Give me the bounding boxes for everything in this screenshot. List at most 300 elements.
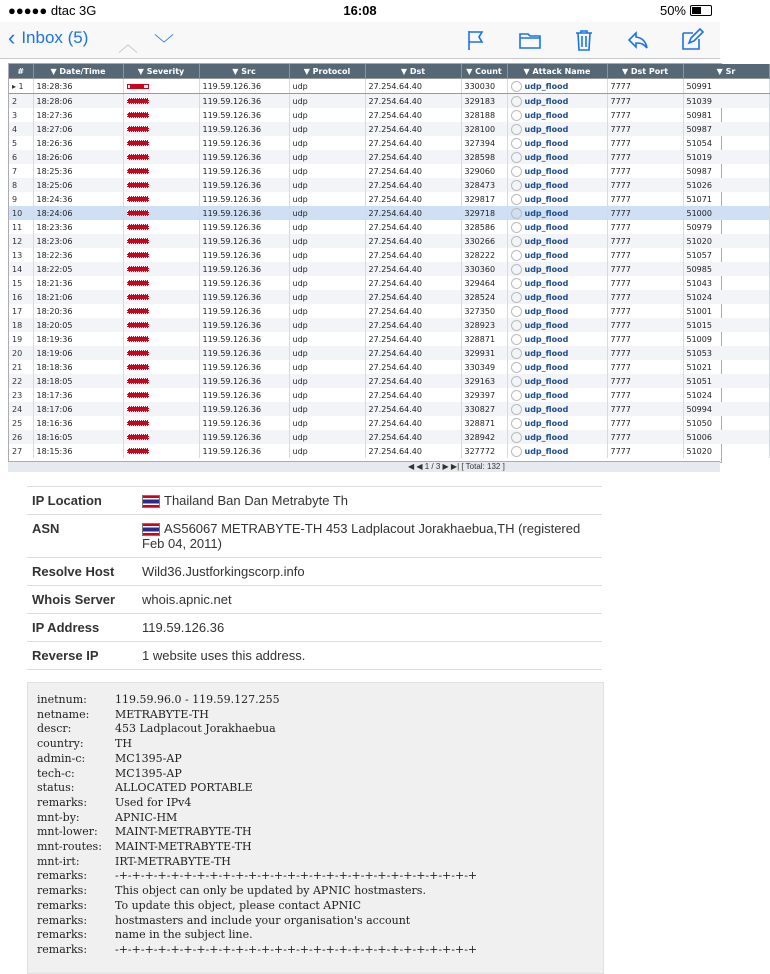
table-row[interactable] — [9, 444, 769, 458]
table-row[interactable] — [9, 206, 769, 220]
severity-bar-icon — [127, 126, 149, 132]
severity-bar-icon — [127, 434, 149, 440]
row-number: 25 — [9, 416, 33, 430]
thailand-flag-icon — [142, 523, 160, 536]
attack-info-icon[interactable] — [511, 96, 522, 107]
whois-value: ALLOCATED PORTABLE — [115, 781, 253, 795]
grid-cell: udp — [289, 122, 365, 136]
grid-cell: 7777 — [607, 248, 683, 262]
table-row[interactable] — [9, 416, 769, 430]
severity-bar-icon — [127, 210, 149, 216]
column-header[interactable]: ▼ Sr — [683, 64, 769, 79]
attack-name[interactable]: udp_flood — [524, 362, 569, 372]
attack-name[interactable]: udp_flood — [524, 236, 569, 246]
severity-bar-icon — [127, 392, 149, 398]
attack-name[interactable]: udp_flood — [524, 264, 569, 274]
grid-cell: 119.59.126.36 — [199, 374, 289, 388]
table-row[interactable] — [9, 136, 769, 150]
severity-cell — [123, 234, 199, 248]
attack-name[interactable]: udp_flood — [524, 404, 569, 414]
grid-cell: 18:22:36 — [33, 248, 123, 262]
grid-cell: 27.254.64.40 — [365, 290, 461, 304]
grid-cell: 327394 — [461, 136, 507, 150]
flag-icon[interactable] — [464, 28, 488, 52]
row-number: 9 — [9, 192, 33, 206]
grid-cell: 51054 — [683, 136, 769, 150]
severity-cell — [123, 178, 199, 192]
attack-info-icon[interactable] — [511, 124, 522, 135]
grid-cell: 50991 — [683, 79, 769, 94]
previous-message-icon[interactable]: ︿ — [118, 34, 138, 56]
table-row[interactable] — [9, 430, 769, 444]
column-header[interactable]: ▼ Src — [199, 64, 289, 79]
attack-name[interactable]: udp_flood — [524, 180, 569, 190]
table-row[interactable] — [9, 220, 769, 234]
grid-cell: 7777 — [607, 416, 683, 430]
grid-cell: 27.254.64.40 — [365, 318, 461, 332]
row-number: 12 — [9, 234, 33, 248]
whois-key: tech-c: — [37, 766, 75, 780]
attack-info-icon[interactable] — [511, 362, 522, 373]
grid-cell: 18:21:06 — [33, 290, 123, 304]
grid-cell: 51051 — [683, 374, 769, 388]
next-message-icon[interactable]: ﹀ — [154, 34, 174, 56]
attack-info-icon[interactable] — [511, 222, 522, 233]
attack-info-icon[interactable] — [511, 320, 522, 331]
grid-cell: 119.59.126.36 — [199, 416, 289, 430]
attack-name-cell — [507, 164, 607, 178]
grid-cell: 7777 — [607, 304, 683, 318]
attack-name-cell — [507, 374, 607, 388]
whois-line — [37, 722, 276, 737]
table-row[interactable] — [9, 164, 769, 178]
grid-cell: 329464 — [461, 276, 507, 290]
severity-bar-icon — [127, 322, 149, 328]
table-row[interactable] — [9, 276, 769, 290]
whois-value: APNIC-HM — [115, 810, 178, 824]
grid-cell: 328942 — [461, 430, 507, 444]
compose-icon[interactable] — [680, 28, 704, 52]
info-row — [27, 614, 602, 642]
grid-cell: 27.254.64.40 — [365, 262, 461, 276]
row-number: 20 — [9, 346, 33, 360]
table-row[interactable] — [9, 290, 769, 304]
grid-cell: 7777 — [607, 388, 683, 402]
table-row[interactable] — [9, 79, 769, 94]
grid-cell: 7777 — [607, 79, 683, 94]
grid-cell: 7777 — [607, 360, 683, 374]
row-number: 15 — [9, 276, 33, 290]
table-row[interactable] — [9, 108, 769, 122]
grid-cell: 27.254.64.40 — [365, 304, 461, 318]
info-value: whois.apnic.net — [137, 586, 602, 614]
whois-key: mnt-routes: — [37, 840, 102, 853]
grid-cell: 50981 — [683, 108, 769, 122]
table-row[interactable] — [9, 332, 769, 346]
grid-cell: 328871 — [461, 416, 507, 430]
severity-bar-icon — [127, 140, 149, 146]
trash-icon[interactable] — [572, 28, 596, 52]
grid-cell: 119.59.126.36 — [199, 150, 289, 164]
severity-cell — [123, 416, 199, 430]
grid-cell: 51024 — [683, 388, 769, 402]
grid-cell: udp — [289, 402, 365, 416]
grid-cell: 27.254.64.40 — [365, 94, 461, 109]
grid-cell: 27.254.64.40 — [365, 332, 461, 346]
grid-cell: 51020 — [683, 444, 769, 458]
info-value: 1 website uses this address. — [137, 642, 602, 670]
grid-cell: 18:21:36 — [33, 276, 123, 290]
severity-bar-icon — [127, 336, 149, 342]
table-row[interactable] — [9, 192, 769, 206]
grid-cell: 119.59.126.36 — [199, 332, 289, 346]
grid-cell: 7777 — [607, 136, 683, 150]
whois-value: MC1395-AP — [115, 751, 182, 765]
grid-cell: 18:23:06 — [33, 234, 123, 248]
table-row[interactable] — [9, 318, 769, 332]
attack-name[interactable]: udp_flood — [524, 96, 569, 106]
info-label: Reverse IP — [27, 642, 137, 670]
grid-cell: udp — [289, 276, 365, 290]
row-number: 10 — [9, 206, 33, 220]
attack-name[interactable]: udp_flood — [524, 194, 569, 204]
attack-name[interactable]: udp_flood — [524, 446, 569, 456]
severity-cell — [123, 444, 199, 458]
whois-line — [37, 884, 426, 899]
table-row[interactable] — [9, 122, 769, 136]
grid-cell: 51057 — [683, 248, 769, 262]
grid-cell: 119.59.126.36 — [199, 276, 289, 290]
attack-info-icon[interactable] — [511, 110, 522, 121]
table-row[interactable] — [9, 248, 769, 262]
whois-value: Used for IPv4 — [115, 795, 192, 809]
severity-cell — [123, 164, 199, 178]
attack-info-icon[interactable] — [511, 348, 522, 359]
row-number: 3 — [9, 108, 33, 122]
attack-name[interactable]: udp_flood — [524, 348, 569, 358]
grid-cell: 329718 — [461, 206, 507, 220]
attack-name[interactable]: udp_flood — [524, 152, 569, 162]
whois-value: MAINT-METRABYTE-TH — [115, 825, 252, 839]
row-number: 23 — [9, 388, 33, 402]
table-row[interactable] — [9, 402, 769, 416]
grid-cell: 27.254.64.40 — [365, 248, 461, 262]
attack-info-icon[interactable] — [511, 432, 522, 443]
attack-log-table — [9, 64, 770, 458]
attack-name[interactable]: udp_flood — [524, 306, 569, 316]
attack-name[interactable]: udp_flood — [524, 124, 569, 134]
grid-cell: 327350 — [461, 304, 507, 318]
table-row[interactable] — [9, 374, 769, 388]
table-row[interactable] — [9, 178, 769, 192]
whois-value: MAINT-METRABYTE-TH — [115, 840, 252, 853]
column-header[interactable]: ▼ Dst Port — [607, 64, 683, 79]
grid-cell: udp — [289, 416, 365, 430]
severity-bar-icon — [127, 224, 149, 230]
grid-cell: 7777 — [607, 444, 683, 458]
table-row[interactable] — [9, 234, 769, 248]
grid-cell: 328188 — [461, 108, 507, 122]
folder-icon[interactable] — [518, 28, 542, 52]
grid-cell: udp — [289, 318, 365, 332]
whois-line — [37, 811, 177, 826]
row-number: 5 — [9, 136, 33, 150]
attack-info-icon[interactable] — [511, 446, 522, 457]
severity-bar-icon — [127, 154, 149, 160]
attack-name-cell — [507, 79, 607, 94]
grid-cell: 51019 — [683, 150, 769, 164]
attack-name-cell — [507, 262, 607, 276]
whois-key: netname: — [37, 707, 90, 721]
attack-name[interactable]: udp_flood — [524, 390, 569, 400]
grid-cell: 330030 — [461, 79, 507, 94]
attack-info-icon[interactable] — [511, 152, 522, 163]
grid-pager[interactable] — [8, 461, 720, 472]
grid-cell: 330349 — [461, 360, 507, 374]
attack-name-cell — [507, 290, 607, 304]
grid-cell: udp — [289, 388, 365, 402]
severity-bar-icon — [127, 238, 149, 244]
attack-info-icon[interactable] — [511, 404, 522, 415]
attack-info-icon[interactable] — [511, 194, 522, 205]
info-label: IP Address — [27, 614, 137, 642]
grid-cell: 119.59.126.36 — [199, 430, 289, 444]
info-value: 119.59.126.36 — [137, 614, 602, 642]
grid-cell: 50994 — [683, 402, 769, 416]
grid-cell: 119.59.126.36 — [199, 79, 289, 94]
severity-bar-icon — [127, 266, 149, 272]
row-number: 8 — [9, 178, 33, 192]
grid-cell: 51001 — [683, 304, 769, 318]
grid-cell: 330266 — [461, 234, 507, 248]
table-row[interactable] — [9, 360, 769, 374]
attack-name-cell — [507, 136, 607, 150]
info-label: ASN — [27, 515, 137, 558]
grid-cell: 329060 — [461, 164, 507, 178]
whois-line — [37, 869, 477, 884]
grid-cell: udp — [289, 164, 365, 178]
attack-name[interactable]: udp_flood — [524, 418, 569, 428]
reply-icon[interactable] — [626, 28, 650, 52]
severity-cell — [123, 388, 199, 402]
grid-cell: 50987 — [683, 164, 769, 178]
attack-info-icon[interactable] — [511, 208, 522, 219]
grid-cell: 119.59.126.36 — [199, 402, 289, 416]
whois-key: remarks: — [37, 884, 88, 898]
grid-cell: udp — [289, 108, 365, 122]
grid-cell: 119.59.126.36 — [199, 220, 289, 234]
column-header[interactable]: # — [9, 64, 33, 79]
severity-cell — [123, 290, 199, 304]
grid-cell: 18:24:36 — [33, 192, 123, 206]
attack-info-icon[interactable] — [511, 292, 522, 303]
grid-cell: 119.59.126.36 — [199, 318, 289, 332]
severity-cell — [123, 276, 199, 290]
back-to-inbox-button[interactable] — [8, 25, 89, 50]
row-number: 4 — [9, 122, 33, 136]
whois-key: remarks: — [37, 795, 88, 809]
attack-name-cell — [507, 234, 607, 248]
grid-cell: 119.59.126.36 — [199, 290, 289, 304]
grid-cell: 27.254.64.40 — [365, 444, 461, 458]
info-value: Wild36.Justforkingscorp.info — [137, 558, 602, 586]
grid-cell: 119.59.126.36 — [199, 304, 289, 318]
attack-info-icon[interactable] — [511, 334, 522, 345]
grid-cell: 18:28:36 — [33, 79, 123, 94]
whois-value: 453 Ladplacout Jorakhaebua — [115, 722, 276, 736]
attack-info-icon[interactable] — [511, 390, 522, 401]
whois-value: TH — [115, 737, 132, 751]
grid-cell: 51026 — [683, 178, 769, 192]
thailand-flag-icon — [142, 495, 160, 508]
attack-info-icon[interactable] — [511, 81, 522, 92]
info-row — [27, 586, 602, 614]
grid-cell: 7777 — [607, 332, 683, 346]
grid-cell: 7777 — [607, 94, 683, 109]
grid-cell: 18:25:36 — [33, 164, 123, 178]
grid-cell: udp — [289, 332, 365, 346]
grid-cell: 27.254.64.40 — [365, 108, 461, 122]
attack-name-cell — [507, 178, 607, 192]
whois-value: 119.59.96.0 - 119.59.127.255 — [115, 693, 280, 706]
grid-cell: 18:18:36 — [33, 360, 123, 374]
severity-bar-icon — [127, 294, 149, 300]
grid-cell: 51009 — [683, 332, 769, 346]
grid-cell: 27.254.64.40 — [365, 360, 461, 374]
grid-cell: 27.254.64.40 — [365, 388, 461, 402]
grid-cell: 328473 — [461, 178, 507, 192]
attack-name[interactable]: udp_flood — [524, 334, 569, 344]
grid-cell: udp — [289, 262, 365, 276]
attack-info-icon[interactable] — [511, 376, 522, 387]
attack-name-cell — [507, 402, 607, 416]
grid-cell: udp — [289, 304, 365, 318]
grid-cell: 7777 — [607, 318, 683, 332]
grid-cell: 18:26:06 — [33, 150, 123, 164]
attack-name[interactable]: udp_flood — [524, 138, 569, 148]
column-header[interactable]: ▼ Dst — [365, 64, 461, 79]
attack-name-cell — [507, 94, 607, 109]
grid-cell: 27.254.64.40 — [365, 164, 461, 178]
grid-cell: 119.59.126.36 — [199, 346, 289, 360]
table-row[interactable] — [9, 304, 769, 318]
severity-bar-icon — [127, 364, 149, 370]
attack-log-grid — [8, 63, 736, 463]
attack-info-icon[interactable] — [511, 264, 522, 275]
attack-info-icon[interactable] — [511, 166, 522, 177]
column-header[interactable]: ▼ Protocol — [289, 64, 365, 79]
grid-cell: 7777 — [607, 346, 683, 360]
grid-cell: 18:26:36 — [33, 136, 123, 150]
attack-name-cell — [507, 206, 607, 220]
severity-cell — [123, 150, 199, 164]
attack-name[interactable]: udp_flood — [524, 432, 569, 442]
whois-key: admin-c: — [37, 751, 86, 765]
grid-cell: 18:22:05 — [33, 262, 123, 276]
attack-info-icon[interactable] — [511, 180, 522, 191]
attack-name[interactable]: udp_flood — [524, 278, 569, 288]
whois-record — [27, 682, 604, 974]
whois-line — [37, 767, 182, 782]
attack-name-cell — [507, 304, 607, 318]
grid-cell: 119.59.126.36 — [199, 164, 289, 178]
table-row[interactable] — [9, 262, 769, 276]
whois-value: This object can only be updated by APNIC hostmasters. — [115, 884, 426, 898]
grid-cell: 51043 — [683, 276, 769, 290]
column-header[interactable]: ▼ Severity — [123, 64, 199, 79]
grid-cell: 328586 — [461, 220, 507, 234]
attack-name[interactable]: udp_flood — [524, 292, 569, 302]
grid-cell: 7777 — [607, 220, 683, 234]
severity-bar-icon — [127, 112, 149, 118]
severity-cell — [123, 374, 199, 388]
table-row[interactable] — [9, 346, 769, 360]
status-bar — [0, 0, 720, 22]
attack-name[interactable]: udp_flood — [524, 208, 569, 218]
grid-cell: 119.59.126.36 — [199, 262, 289, 276]
attack-info-icon[interactable] — [511, 278, 522, 289]
grid-cell: 119.59.126.36 — [199, 178, 289, 192]
severity-cell — [123, 206, 199, 220]
back-label: Inbox (5) — [21, 28, 89, 47]
column-header[interactable]: ▼ Date/Time — [33, 64, 123, 79]
info-label: IP Location — [27, 487, 137, 515]
grid-cell: 18:25:06 — [33, 178, 123, 192]
table-row[interactable] — [9, 94, 769, 109]
attack-info-icon[interactable] — [511, 138, 522, 149]
attack-info-icon[interactable] — [511, 236, 522, 247]
severity-bar-icon — [127, 350, 149, 356]
grid-cell: 7777 — [607, 150, 683, 164]
table-row[interactable] — [9, 388, 769, 402]
grid-cell: 18:19:06 — [33, 346, 123, 360]
battery-icon — [690, 5, 712, 16]
grid-cell: 18:28:06 — [33, 94, 123, 109]
grid-cell: 7777 — [607, 164, 683, 178]
row-number: 17 — [9, 304, 33, 318]
attack-name[interactable]: udp_flood — [524, 222, 569, 232]
grid-cell: 328222 — [461, 248, 507, 262]
grid-cell: 27.254.64.40 — [365, 374, 461, 388]
grid-cell: 329163 — [461, 374, 507, 388]
severity-bar-icon — [127, 308, 149, 314]
grid-cell: 119.59.126.36 — [199, 136, 289, 150]
grid-cell: 27.254.64.40 — [365, 276, 461, 290]
grid-cell: 7777 — [607, 192, 683, 206]
attack-info-icon[interactable] — [511, 250, 522, 261]
attack-name[interactable]: udp_flood — [524, 376, 569, 386]
table-row[interactable] — [9, 150, 769, 164]
attack-name[interactable]: udp_flood — [524, 250, 569, 260]
severity-cell — [123, 430, 199, 444]
attack-name[interactable]: udp_flood — [524, 166, 569, 176]
grid-cell: 119.59.126.36 — [199, 248, 289, 262]
attack-info-icon[interactable] — [511, 306, 522, 317]
attack-name[interactable]: udp_flood — [524, 81, 569, 91]
attack-info-icon[interactable] — [511, 418, 522, 429]
column-header[interactable]: ▼ Attack Name — [507, 64, 607, 79]
whois-key: remarks: — [37, 898, 88, 912]
severity-cell — [123, 332, 199, 346]
grid-cell: 7777 — [607, 374, 683, 388]
attack-name[interactable]: udp_flood — [524, 110, 569, 120]
severity-bar-icon — [127, 84, 149, 89]
grid-cell: udp — [289, 234, 365, 248]
grid-cell: udp — [289, 360, 365, 374]
grid-cell: 119.59.126.36 — [199, 360, 289, 374]
column-header[interactable]: ▼ Count — [461, 64, 507, 79]
attack-name[interactable]: udp_flood — [524, 320, 569, 330]
